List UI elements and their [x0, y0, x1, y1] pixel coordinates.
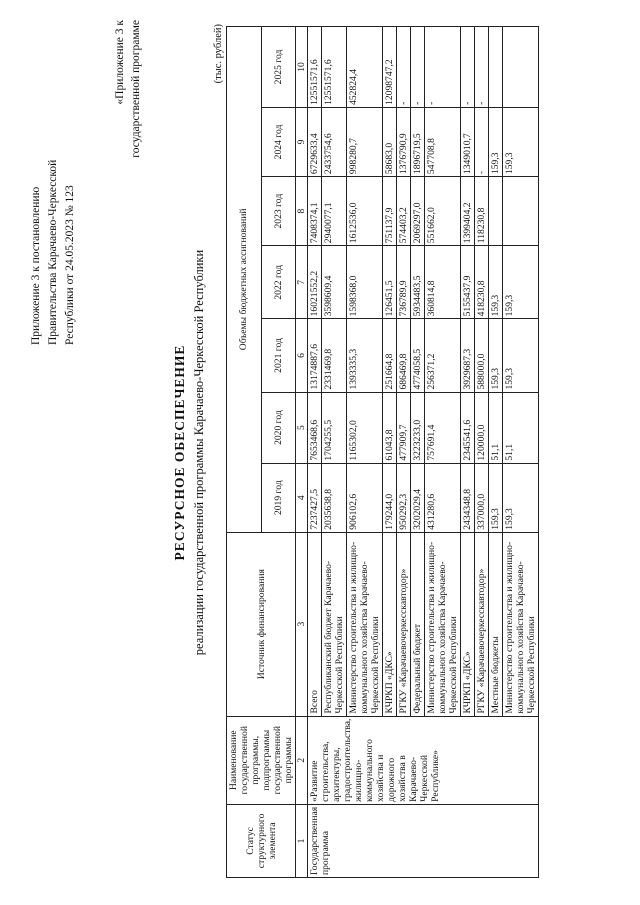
funding-source: Министерство строительства и жилищно-коммунального хозяйства Карачаево-Черкесской Республики [425, 532, 461, 716]
funding-source: Республиканский бюджет Карачаево-Черкесской Республики [322, 532, 347, 716]
amount-cell: 5155437,9 [461, 246, 475, 319]
amount-cell: 5934483,5 [411, 246, 425, 319]
amount-cell: 588000,0 [475, 319, 489, 392]
amount-cell: 159,3 [503, 107, 539, 176]
annex-program-line-2: государственной программе [130, 20, 142, 158]
col-year-header: 2023 год [261, 177, 296, 246]
col-year-header: 2025 год [261, 27, 296, 108]
amount-cell: 118230,8 [475, 177, 489, 246]
amount-cell: 2433754,6 [322, 107, 347, 176]
amount-cell: 1349010,7 [461, 107, 475, 176]
annex-title: Приложение 3 к постановлению [30, 186, 42, 345]
amount-cell: 126451,5 [383, 246, 397, 319]
amount-cell: 337000,0 [475, 463, 489, 532]
column-index: 1 [296, 804, 308, 877]
amount-cell: 159,3 [489, 107, 503, 176]
funding-source: Федеральный бюджет [411, 532, 425, 716]
amount-cell: 13174887,6 [308, 319, 322, 392]
amount-cell: 4774058,5 [411, 319, 425, 392]
amount-cell: 61043,8 [383, 392, 397, 463]
amount-cell [503, 27, 539, 108]
amount-cell: 3598609,4 [322, 246, 347, 319]
column-index: 5 [296, 392, 308, 463]
amount-cell: 159,3 [503, 463, 539, 532]
amount-cell: 574403,2 [397, 177, 411, 246]
amount-cell [489, 177, 503, 246]
amount-cell: 1704255,5 [322, 392, 347, 463]
amount-cell: - [475, 107, 489, 176]
amount-cell: 12551571,6 [308, 27, 322, 108]
amount-cell: 7237427,5 [308, 463, 322, 532]
annex-government: Правительства Карачаево-Черкесской [47, 159, 59, 345]
amount-cell: 159,3 [503, 319, 539, 392]
amount-cell: 12098747,2 [383, 27, 397, 108]
amount-cell: 251664,8 [383, 319, 397, 392]
column-index: 8 [296, 177, 308, 246]
funding-source: Министерство строительства и жилищно-коммунального хозяйства Карачаево-Черкесской Республики [503, 532, 539, 716]
column-index: 9 [296, 107, 308, 176]
col-year-header: 2022 год [261, 246, 296, 319]
col-year-header: 2021 год [261, 319, 296, 392]
amount-cell: 1376790,9 [397, 107, 411, 176]
amount-cell: 2434348,8 [461, 463, 475, 532]
amount-cell: 12551571,6 [322, 27, 347, 108]
amount-cell: 159,3 [489, 463, 503, 532]
column-index: 10 [296, 27, 308, 108]
col-name-header: Наименование государственной программы, подпрограммы государственной программы [227, 716, 296, 804]
amount-cell: 2069297,0 [411, 177, 425, 246]
amount-cell: - [425, 27, 461, 108]
amount-cell: 757691,4 [425, 392, 461, 463]
amount-cell: 906102,6 [347, 463, 383, 532]
amount-cell: 1896719,5 [411, 107, 425, 176]
column-index: 3 [296, 532, 308, 716]
column-index: 7 [296, 246, 308, 319]
amount-cell: 1165302,0 [347, 392, 383, 463]
funding-source: РГКУ «Карачаевочеркесскавтодор» [397, 532, 411, 716]
amount-cell: 2940077,1 [322, 177, 347, 246]
column-index: 2 [296, 716, 308, 804]
col-source-header: Источник финансирования [227, 532, 296, 716]
header-row-indices [296, 27, 308, 878]
amount-cell [503, 177, 539, 246]
table-row [308, 27, 322, 878]
col-year-header: 2020 год [261, 392, 296, 463]
amount-cell: - [461, 27, 475, 108]
amount-cell: 159,3 [503, 246, 539, 319]
amount-cell: 736789,9 [397, 246, 411, 319]
amount-cell: 477909,7 [397, 392, 411, 463]
amount-cell: 7653468,6 [308, 392, 322, 463]
amount-cell: 418230,8 [475, 246, 489, 319]
col-year-header: 2019 год [261, 463, 296, 532]
unit-label: (тыс. рублей) [213, 24, 224, 84]
amount-cell: 256371,2 [425, 319, 461, 392]
amount-cell: 1612536,0 [347, 177, 383, 246]
funding-source: КЧРКП «ДКС» [461, 532, 475, 716]
amount-cell: 3223233,0 [411, 392, 425, 463]
amount-cell: 3202029,4 [411, 463, 425, 532]
amount-cell: 1399404,2 [461, 177, 475, 246]
amount-cell: - [397, 27, 411, 108]
amount-cell: 431280,6 [425, 463, 461, 532]
amount-cell: 1598368,0 [347, 246, 383, 319]
amount-cell: 51,1 [489, 392, 503, 463]
col-volumes-header: Объемы бюджетных ассигнований [227, 27, 262, 533]
amount-cell: 7408374,1 [308, 177, 322, 246]
table-body [308, 27, 539, 878]
col-status-header: Статус структурного элемента [227, 804, 296, 877]
amount-cell: - [411, 27, 425, 108]
annex-date: Республики от 24.05.2023 № 123 [64, 185, 76, 345]
column-index: 4 [296, 463, 308, 532]
program-name: «Развитие строительства, архитектуры, градостроительства, жилищно-коммунального хозяйства и дорожного хозяйства в Карачаево-Черкесской Республике» [308, 716, 539, 804]
document-title: РЕСУРСНОЕ ОБЕСПЕЧЕНИЕ [172, 344, 187, 561]
funding-source: Министерство строительства и жилищно-коммунального хозяйства Карачаево-Черкесской Республики [347, 532, 383, 716]
annex-program-line-1: «Приложение 3 к [114, 20, 126, 105]
annex-header [28, 25, 79, 345]
funding-source: КЧРКП «ДКС» [383, 532, 397, 716]
amount-cell: 2331469,8 [322, 319, 347, 392]
funding-source: Всего [308, 532, 322, 716]
amount-cell: 551662,0 [425, 177, 461, 246]
amount-cell: 547708,8 [425, 107, 461, 176]
amount-cell: - [475, 27, 489, 108]
funding-source: Местные бюджеты [489, 532, 503, 716]
amount-cell [489, 27, 503, 108]
amount-cell: 16021552,2 [308, 246, 322, 319]
header-row-1 [227, 27, 262, 878]
annex-program-note [112, 20, 144, 280]
program-status: Государственная программа [308, 804, 539, 877]
amount-cell: 452824,4 [347, 27, 383, 108]
amount-cell: 58683,0 [383, 107, 397, 176]
amount-cell: 6729633,4 [308, 107, 322, 176]
amount-cell: 686469,8 [397, 319, 411, 392]
document-subtitle: реализации государственной программы Карачаево-Черкесской Республики [192, 249, 206, 656]
amount-cell: 2035638,8 [322, 463, 347, 532]
amount-cell: 360814,8 [425, 246, 461, 319]
column-index: 6 [296, 319, 308, 392]
amount-cell: 159,3 [489, 319, 503, 392]
amount-cell: 120000,0 [475, 392, 489, 463]
amount-cell: 159,3 [489, 246, 503, 319]
amount-cell: 3929687,3 [461, 319, 475, 392]
amount-cell: 2345541,6 [461, 392, 475, 463]
resource-table [226, 26, 539, 878]
amount-cell: 998280,7 [347, 107, 383, 176]
amount-cell: 950292,3 [397, 463, 411, 532]
funding-source: РГКУ «Карачаевочеркесскавтодор» [475, 532, 489, 716]
amount-cell: 51,1 [503, 392, 539, 463]
col-year-header: 2024 год [261, 107, 296, 176]
amount-cell: 1393335,3 [347, 319, 383, 392]
amount-cell: 179244,0 [383, 463, 397, 532]
amount-cell: 751137,9 [383, 177, 397, 246]
